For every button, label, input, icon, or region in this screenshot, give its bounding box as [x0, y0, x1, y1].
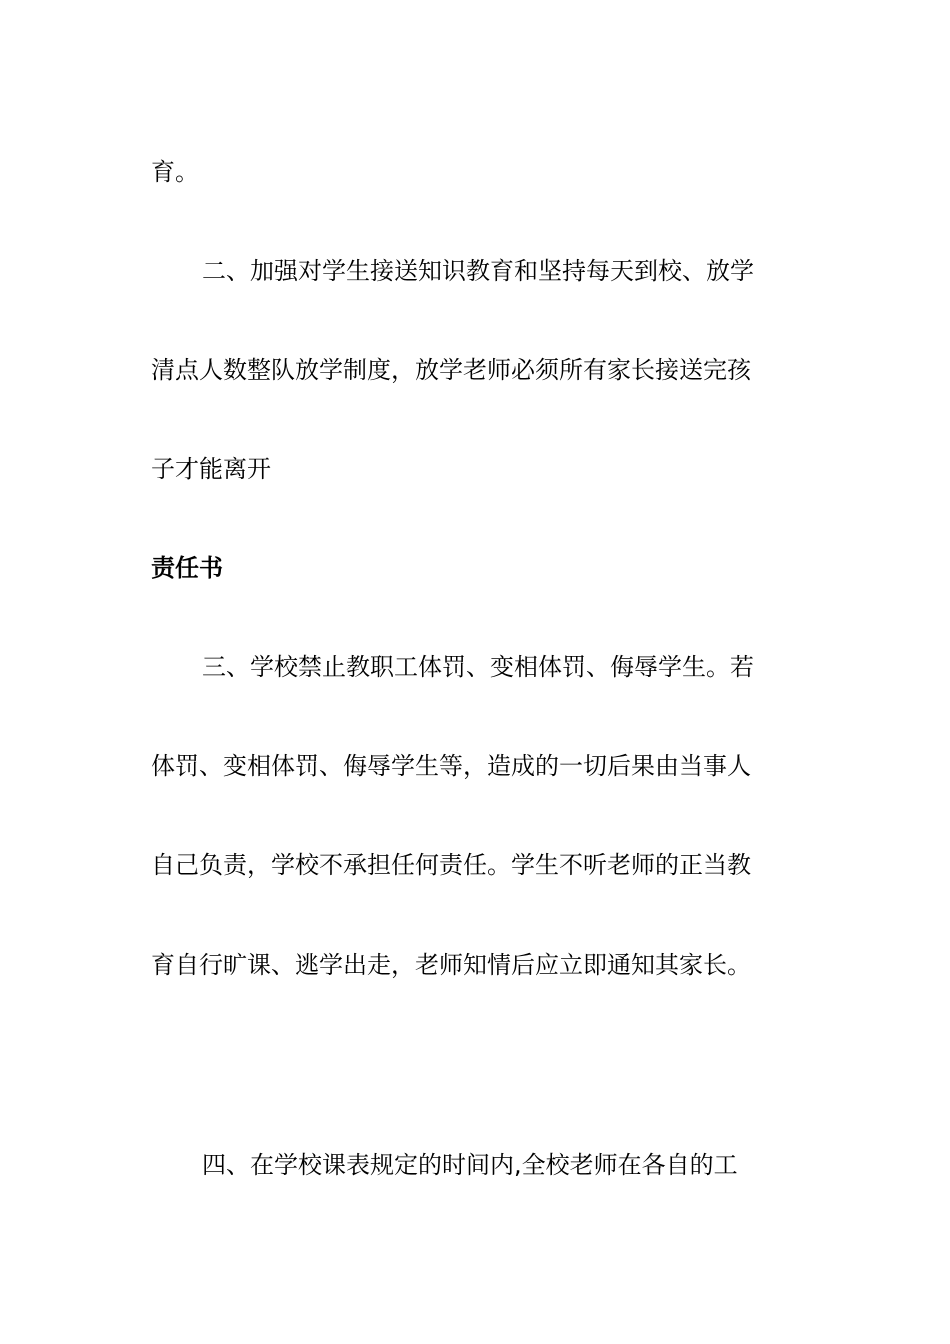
document-heading: 责任书	[151, 554, 223, 582]
section-4-line-1: 四、在学校课表规定的时间内,全校老师在各自的工	[202, 1151, 738, 1179]
section-2-line-2: 清点人数整队放学制度，放学老师必须所有家长接送完孩	[151, 356, 751, 384]
section-3-line-4: 育自行旷课、逃学出走，老师知情后应立即通知其家长。	[151, 951, 751, 979]
section-3-line-3: 自己负责，学校不承担任何责任。学生不听老师的正当教	[151, 851, 751, 879]
section-3-line-2: 体罚、变相体罚、侮辱学生等，造成的一切后果由当事人	[151, 752, 751, 780]
section-2-line-3: 子才能离开	[151, 455, 271, 483]
section-3-line-1: 三、学校禁止教职工体罚、变相体罚、侮辱学生。若	[202, 653, 754, 681]
paragraph-1-line-end: 育。	[151, 158, 199, 186]
section-2-line-1: 二、加强对学生接送知识教育和坚持每天到校、放学	[202, 257, 754, 285]
